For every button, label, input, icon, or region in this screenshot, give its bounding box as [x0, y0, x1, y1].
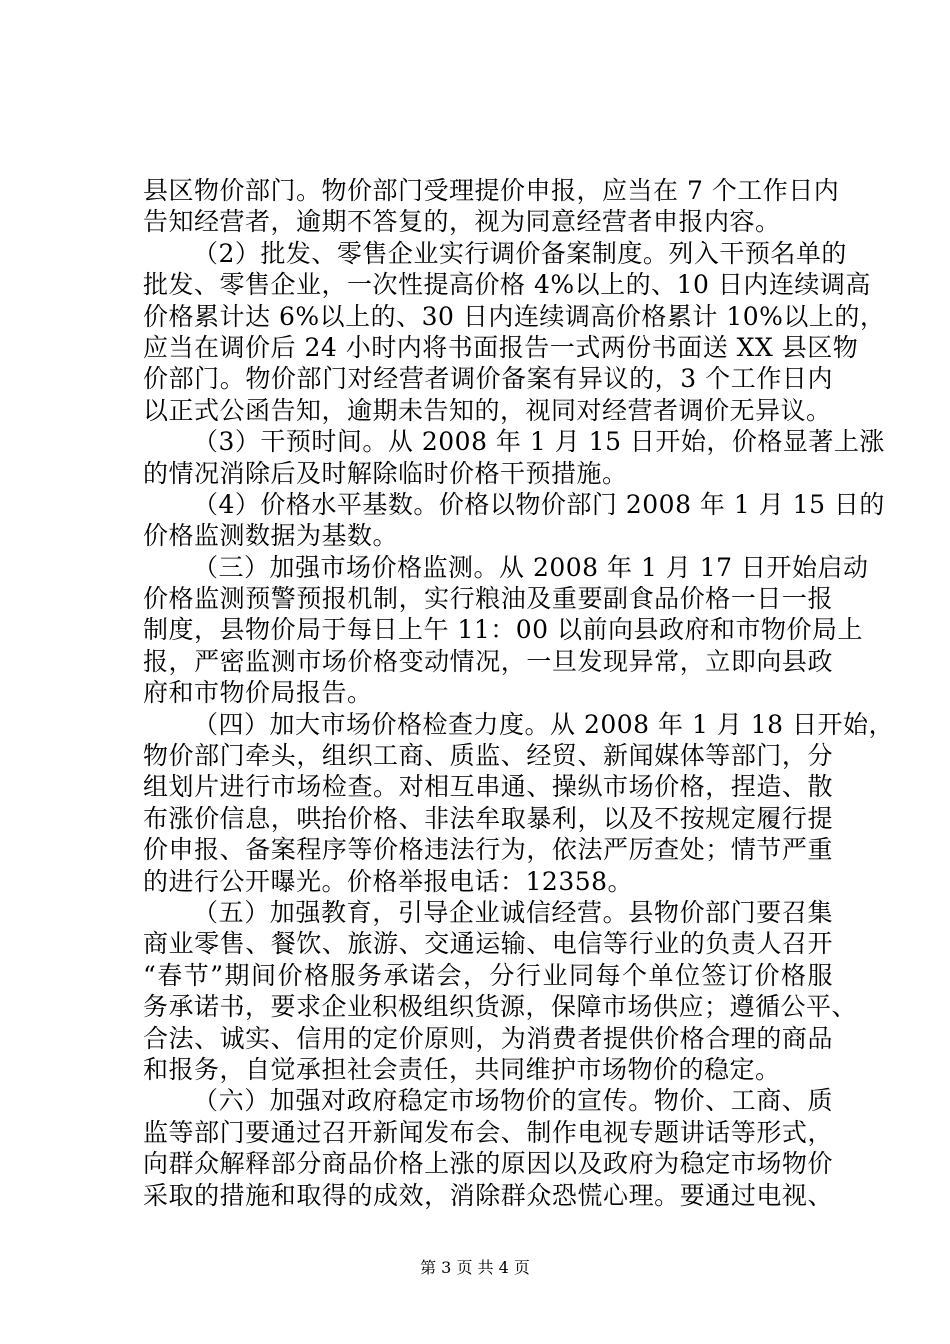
- text-line: “春节”期间价格服务承诺会，分行业同每个单位签订价格服: [143, 960, 833, 990]
- text-line: 价格监测数据为基数。: [143, 521, 399, 551]
- text-line: 物价部门牵头，组织工商、质监、经贸、新闻媒体等部门，分: [143, 741, 833, 771]
- text-line: 的进行公开曝光。价格举报电话：12358。: [143, 866, 634, 896]
- text-line: （2）批发、零售企业实行调价备案制度。列入干预名单的: [193, 238, 847, 268]
- text-line: 府和市物价局报告。: [143, 678, 373, 708]
- text-line: 监等部门要通过召开新闻发布会、制作电视专题讲话等形式，: [143, 1117, 833, 1147]
- text-line: 县区物价部门。物价部门受理提价申报，应当在 7 个工作日内: [143, 176, 840, 205]
- text-line: 报，严密监测市场价格变动情况，一旦发现异常，立即向县政: [143, 646, 833, 676]
- text-line: （4）价格水平基数。价格以物价部门 2008 年 1 月 15 日的: [193, 489, 885, 519]
- text-line: 价格累计达 6%以上的、30 日内连续调高价格累计 10%以上的，: [143, 301, 886, 331]
- document-body: [143, 175, 895, 1211]
- text-line: （五）加强教育，引导企业诚信经营。县物价部门要召集: [193, 897, 833, 927]
- text-line: 制度，县物价局于每日上午 11：00 以前向县政府和市物价局上: [143, 615, 864, 645]
- text-line: 和报务，自觉承担社会责任，共同维护市场物价的稳定。: [143, 1054, 781, 1084]
- text-line: 采取的措施和取得的成效，消除群众恐慌心理。要通过电视、: [143, 1180, 833, 1210]
- text-line: 组划片进行市场检查。对相互串通、操纵市场价格，捏造、散: [143, 772, 833, 802]
- text-line: 价格监测预警预报机制，实行粮油及重要副食品价格一日一报: [143, 584, 833, 614]
- text-line: 批发、零售企业，一次性提高价格 4%以上的、10 日内连续调高: [143, 270, 871, 300]
- text-line: 告知经营者，逾期不答复的，视为同意经营者申报内容。: [143, 207, 781, 237]
- page-footer: 第 3 页 共 4 页: [420, 1258, 530, 1277]
- text-line: 合法、诚实、信用的定价原则，为消费者提供价格合理的商品: [143, 1023, 833, 1053]
- text-line: 应当在调价后 24 小时内将书面报告一式两份书面送 XX 县区物: [143, 332, 859, 362]
- text-line: 价部门。物价部门对经营者调价备案有异议的，3 个工作日内: [143, 364, 833, 394]
- text-line: （三）加强市场价格监测。从 2008 年 1 月 17 日开始启动: [193, 552, 869, 582]
- text-line: 向群众解释部分商品价格上涨的原因以及政府为稳定市场物价: [143, 1149, 833, 1179]
- text-line: 务承诺书，要求企业积极组织货源，保障市场供应；遵循公平、: [143, 992, 858, 1022]
- text-line: （3）干预时间。从 2008 年 1 月 15 日开始，价格显著上涨: [193, 427, 885, 457]
- text-line: 以正式公函告知，逾期未告知的，视同对经营者调价无异议。: [143, 395, 832, 425]
- text-line: （六）加强对政府稳定市场物价的宣传。物价、工商、质: [193, 1086, 833, 1116]
- text-line: 的情况消除后及时解除临时价格干预措施。: [143, 458, 628, 488]
- text-line: 布涨价信息，哄抬价格、非法牟取暴利，以及不按规定履行提: [143, 803, 833, 833]
- text-line: 商业零售、餐饮、旅游、交通运输、电信等行业的负责人召开: [143, 929, 833, 959]
- text-line: 价申报、备案程序等价格违法行为，依法严厉查处；情节严重: [143, 835, 833, 865]
- text-line: （四）加大市场价格检查力度。从 2008 年 1 月 18 日开始，: [193, 709, 895, 739]
